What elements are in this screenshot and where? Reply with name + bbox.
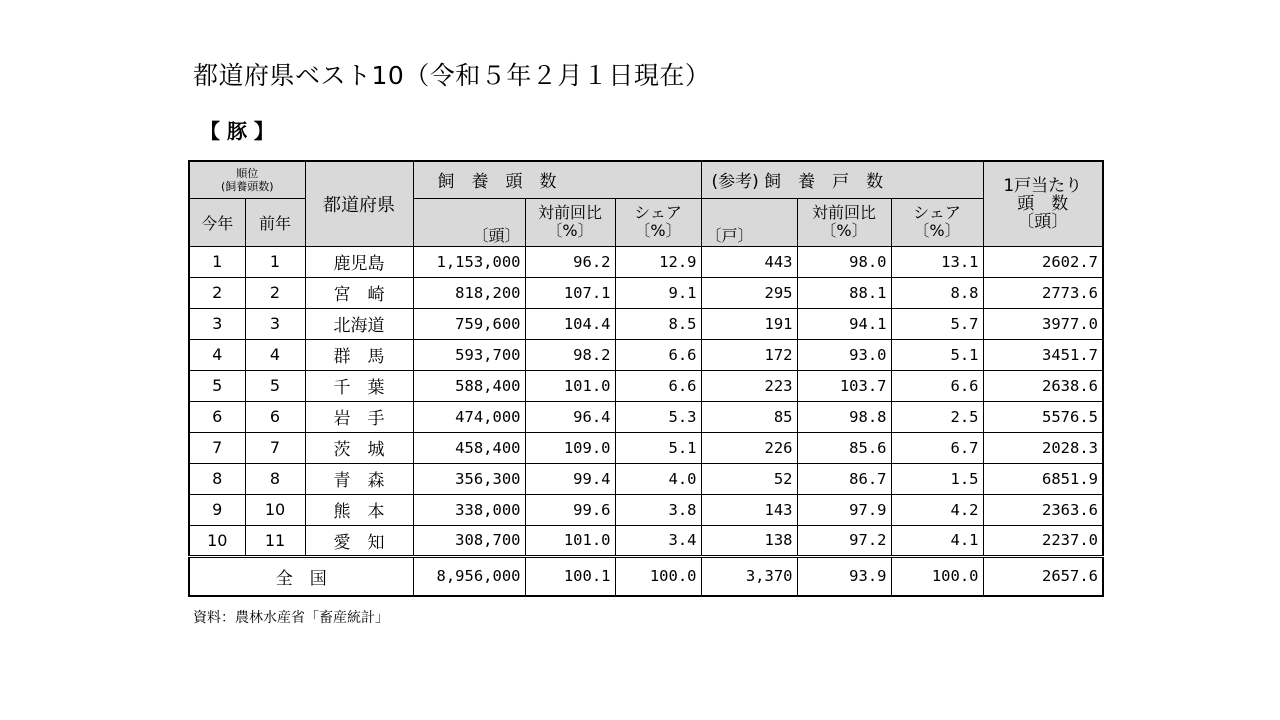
rank-last-year-cell: 3 [245,308,305,339]
head-yoy-cell: 96.4 [525,401,615,432]
head-yoy-total-cell: 100.1 [525,556,615,596]
head-count-cell: 593,700 [413,339,525,370]
rank-last-year-cell: 7 [245,432,305,463]
table-row [189,463,1103,494]
per-farm-heads-cell: 2237.0 [983,525,1103,556]
farm-share-cell: 6.6 [891,370,983,401]
farm-count-cell: 143 [701,494,797,525]
rank-this-year-cell: 5 [189,370,245,401]
rank-header: 順位 (飼養頭数) [189,161,305,198]
head-count-header: 飼 養 頭 数 [413,161,701,198]
head-share-cell: 8.5 [615,308,701,339]
yoy-header: 対前回比 〔%〕 [525,198,615,246]
head-count-cell: 818,200 [413,277,525,308]
rank-last-year-cell: 2 [245,277,305,308]
prefecture-cell: 岩 手 [305,401,413,432]
farm-share-cell: 8.8 [891,277,983,308]
share-header: シェア 〔%〕 [615,198,701,246]
head-yoy-cell: 101.0 [525,525,615,556]
rank-this-year-cell: 4 [189,339,245,370]
prefecture-cell: 愛 知 [305,525,413,556]
last-year-header: 前年 [245,198,305,246]
rank-this-year-cell: 9 [189,494,245,525]
head-yoy-cell: 107.1 [525,277,615,308]
rank-this-year-cell: 2 [189,277,245,308]
head-count-cell: 308,700 [413,525,525,556]
farm-count-cell: 223 [701,370,797,401]
head-unit-header: 〔頭〕 [413,198,525,246]
head-share-cell: 3.8 [615,494,701,525]
source-note: 資料：農林水産省「畜産統計」 [193,610,389,626]
farm-count-cell: 85 [701,401,797,432]
farm-yoy-cell: 98.0 [797,246,891,277]
farm-yoy-cell: 93.0 [797,339,891,370]
per-farm-heads-cell: 2638.6 [983,370,1103,401]
farm-share-cell: 5.1 [891,339,983,370]
head-share-total-cell: 100.0 [615,556,701,596]
head-share-cell: 12.9 [615,246,701,277]
rank-last-year-cell: 5 [245,370,305,401]
farm-yoy-cell: 97.2 [797,525,891,556]
head-yoy-cell: 101.0 [525,370,615,401]
farm-count-cell: 443 [701,246,797,277]
farm-share-cell: 4.1 [891,525,983,556]
table-row [189,308,1103,339]
per-farm-heads-cell: 6851.9 [983,463,1103,494]
rank-this-year-cell: 3 [189,308,245,339]
rank-this-year-cell: 10 [189,525,245,556]
prefecture-cell: 青 森 [305,463,413,494]
head-yoy-cell: 109.0 [525,432,615,463]
table-row [189,339,1103,370]
this-year-header: 今年 [189,198,245,246]
section-subtitle: 【 豚 】 [200,119,274,143]
farm-count-total-cell: 3,370 [701,556,797,596]
per-farm-heads-cell: 2602.7 [983,246,1103,277]
table-row [189,277,1103,308]
head-count-cell: 1,153,000 [413,246,525,277]
head-share-cell: 9.1 [615,277,701,308]
rank-this-year-cell: 7 [189,432,245,463]
prefecture-cell: 熊 本 [305,494,413,525]
per-farm-heads-cell: 3451.7 [983,339,1103,370]
farm-yoy-cell: 94.1 [797,308,891,339]
per-farm-heads-cell: 2363.6 [983,494,1103,525]
prefecture-cell: 群 馬 [305,339,413,370]
rank-this-year-cell: 1 [189,246,245,277]
farm-yoy-total-cell: 93.9 [797,556,891,596]
rank-this-year-cell: 6 [189,401,245,432]
farm-yoy-header: 対前回比 〔%〕 [797,198,891,246]
head-count-cell: 474,000 [413,401,525,432]
farm-share-cell: 2.5 [891,401,983,432]
rank-last-year-cell: 10 [245,494,305,525]
rank-this-year-cell: 8 [189,463,245,494]
ranking-table [188,160,1104,597]
head-share-cell: 5.3 [615,401,701,432]
farm-count-cell: 191 [701,308,797,339]
per-farm-heads-cell: 5576.5 [983,401,1103,432]
head-share-cell: 6.6 [615,339,701,370]
table-row [189,432,1103,463]
per-farm-heads-cell: 2028.3 [983,432,1103,463]
prefecture-cell: 千 葉 [305,370,413,401]
rank-last-year-cell: 6 [245,401,305,432]
farm-share-cell: 13.1 [891,246,983,277]
farm-share-cell: 5.7 [891,308,983,339]
farm-yoy-cell: 85.6 [797,432,891,463]
head-share-cell: 5.1 [615,432,701,463]
head-yoy-cell: 96.2 [525,246,615,277]
head-count-cell: 759,600 [413,308,525,339]
farm-yoy-cell: 103.7 [797,370,891,401]
table-body [189,246,1103,596]
per-farm-header: 1戸当たり 頭 数 〔頭〕 [983,161,1103,246]
farm-count-header: (参考) 飼 養 戸 数 [701,161,983,198]
farm-share-cell: 6.7 [891,432,983,463]
per-farm-heads-total-cell: 2657.6 [983,556,1103,596]
head-count-cell: 458,400 [413,432,525,463]
prefecture-header: 都道府県 [305,161,413,246]
prefecture-cell: 北海道 [305,308,413,339]
head-yoy-cell: 98.2 [525,339,615,370]
farm-yoy-cell: 86.7 [797,463,891,494]
farm-share-total-cell: 100.0 [891,556,983,596]
head-yoy-cell: 104.4 [525,308,615,339]
table-row [189,370,1103,401]
rank-last-year-cell: 8 [245,463,305,494]
farm-yoy-cell: 98.8 [797,401,891,432]
rank-last-year-cell: 11 [245,525,305,556]
head-share-cell: 3.4 [615,525,701,556]
farm-count-cell: 226 [701,432,797,463]
farm-share-cell: 4.2 [891,494,983,525]
head-yoy-cell: 99.4 [525,463,615,494]
head-count-cell: 338,000 [413,494,525,525]
farm-unit-header: 〔戸〕 [701,198,797,246]
table-row [189,401,1103,432]
per-farm-heads-cell: 3977.0 [983,308,1103,339]
head-count-total-cell: 8,956,000 [413,556,525,596]
head-yoy-cell: 99.6 [525,494,615,525]
head-share-cell: 4.0 [615,463,701,494]
page-title: 都道府県ベスト10（令和５年２月１日現在） [193,61,711,90]
total-row [189,556,1103,596]
prefecture-cell: 宮 崎 [305,277,413,308]
farm-count-cell: 295 [701,277,797,308]
farm-yoy-cell: 88.1 [797,277,891,308]
farm-share-cell: 1.5 [891,463,983,494]
rank-last-year-cell: 1 [245,246,305,277]
farm-count-cell: 172 [701,339,797,370]
per-farm-heads-cell: 2773.6 [983,277,1103,308]
table-row [189,525,1103,556]
head-share-cell: 6.6 [615,370,701,401]
farm-yoy-cell: 97.9 [797,494,891,525]
head-count-cell: 356,300 [413,463,525,494]
head-count-cell: 588,400 [413,370,525,401]
rank-last-year-cell: 4 [245,339,305,370]
farm-count-cell: 52 [701,463,797,494]
table-row [189,246,1103,277]
farm-share-header: シェア 〔%〕 [891,198,983,246]
total-label: 全 国 [189,556,413,596]
prefecture-cell: 鹿児島 [305,246,413,277]
farm-count-cell: 138 [701,525,797,556]
table-row [189,494,1103,525]
prefecture-cell: 茨 城 [305,432,413,463]
